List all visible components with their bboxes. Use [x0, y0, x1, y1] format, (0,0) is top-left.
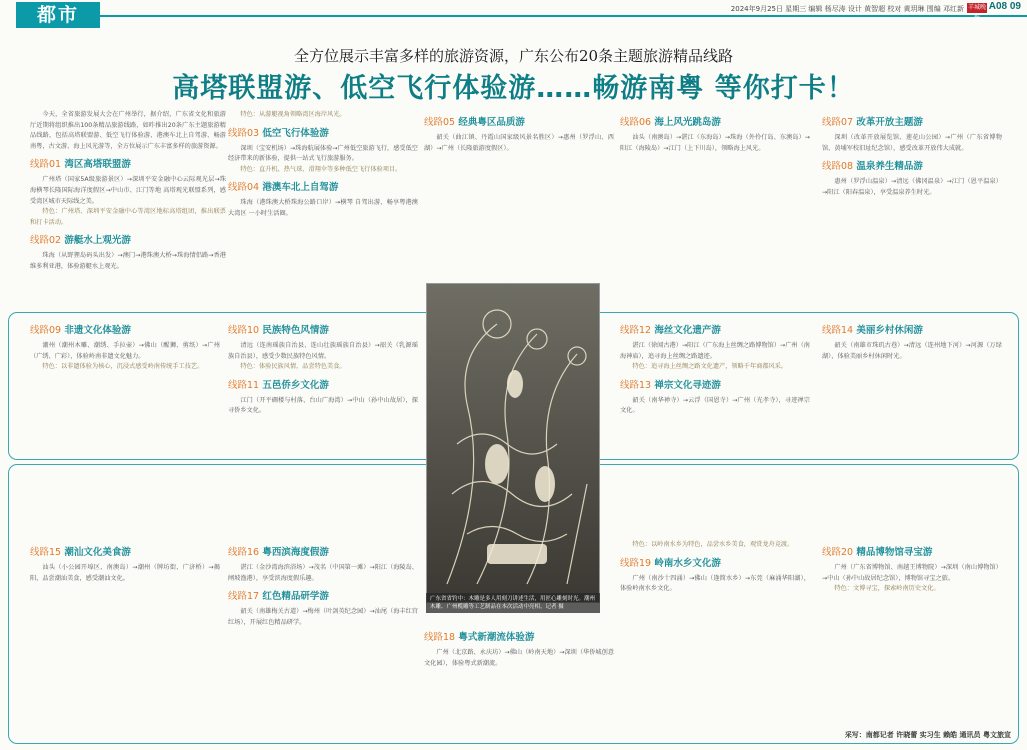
route-name: 海丝文化遗产游: [654, 325, 721, 336]
route-name: 岭南水乡文化游: [654, 557, 721, 569]
route-number: 线路15: [30, 547, 62, 558]
route-04-text: 珠海（港珠澳大桥珠海公路口岸）→横琴 自驾出游，畅享粤港澳大湾区 一小时生活圈。: [228, 199, 418, 217]
route-number: 线路07: [822, 117, 854, 128]
route-name: 粤西滨海度假游: [262, 547, 329, 558]
route-name: 潮汕文化美食游: [64, 547, 131, 558]
route-number: 线路12: [620, 325, 652, 336]
route-number: 线路01: [30, 159, 62, 171]
route-16-heading: [228, 546, 418, 559]
route-12-heading: [620, 324, 810, 337]
route-number: 线路05: [424, 117, 456, 128]
route-name: 民族特色风情游: [262, 325, 329, 336]
route-10-text: 清远（连南瑶族自治县、连山壮族瑶族自治县）→韶关（乳源瑶族自治县），感受少数民族特色风情。: [228, 342, 418, 360]
route-name: 低空飞行体验游: [262, 127, 329, 139]
route-09-note: 特色：以非遗体验为核心，沉浸式感受岭南传统手工技艺。: [42, 363, 204, 371]
route-17-text: 韶关（南雄梅关古道）→梅州（叶剑英纪念园）→汕尾（海丰红宫红场），开展红色精品研学。: [228, 608, 418, 626]
column-4-top: [620, 110, 810, 310]
route-name: 禅宗文化寻迹游: [654, 379, 721, 391]
column-4-middle: [620, 318, 810, 456]
page-number: A08 09: [988, 1, 1021, 12]
route-02-heading: [30, 234, 226, 247]
route-06-heading: [620, 116, 810, 129]
route-09-heading: [30, 324, 220, 337]
route-15-text: 汕头（小公园开埠区、南澳岛）→潮州（牌坊街、广济桥）→揭阳，品尝潮汕美食，感受潮汕文化。: [30, 564, 220, 582]
route-20-note: 特色：文博寻宝，探索岭南历史文化。: [834, 585, 940, 593]
photo-caption: 广东省省钓中：木雕是多人用刻刀讲述生活，用匠心雕刻时光。潮州木雕、广州榄雕等工艺制品在本次活动中亮相。记者 摄: [426, 593, 600, 613]
route-18-heading: [424, 631, 614, 644]
route-04-heading: [228, 181, 418, 194]
route-number: 线路03: [228, 127, 260, 139]
route-name: 五邑侨乡文化游: [262, 379, 329, 391]
route-05-heading: [424, 116, 614, 129]
route-number: 线路02: [30, 235, 62, 247]
route-name: 非遗文化体验游: [64, 325, 131, 336]
page-header: [0, 0, 1027, 30]
column-5-top: [822, 110, 1002, 310]
column-2-bottom: [228, 540, 418, 740]
intro-paragraph: 今天，全省旅游发展大会在广州举行，据介绍，广东省文化和旅游厅近期将组织推出100条精品旅游线路，如昨推出20条广东主题旅游精品线路，包括高塔联盟游、低空飞行体验游、港澳车北上自驾游、畅游南粤，古文游、海上风光游等，全方位展示广东丰富多样的旅游资源。: [30, 111, 226, 150]
main-title: 高塔联盟游、低空飞行体验游……畅游南粤 等你打卡！: [172, 73, 855, 104]
route-number: 线路17: [228, 591, 260, 603]
route-10-heading: [228, 324, 418, 337]
route-15-heading: [30, 546, 220, 559]
route-20-text: 广州（广东省博物馆、南越王博物院）→深圳（南山博物馆）→中山（孙中山故居纪念馆），博物馆寻宝之旅。: [822, 564, 1002, 582]
route-01-heading: [30, 158, 226, 171]
route-number: 线路13: [620, 379, 652, 391]
route-name: 游艇水上观光游: [64, 235, 131, 247]
header-rule: [100, 15, 1027, 17]
column-3-bottom: [424, 625, 614, 740]
route-05-text: 韶关（曲江镇、丹霞山国家级风景名胜区）→惠州（罗浮山、西湖）→广州（长隆旅游度假区）。: [424, 134, 614, 152]
route-number: 线路08: [822, 161, 854, 173]
route-name: 美丽乡村休闲游: [856, 325, 923, 336]
route-number: 线路16: [228, 547, 260, 558]
route-number: 线路19: [620, 557, 652, 569]
carving-photo: [426, 283, 600, 603]
route-11-text: 江门（开平碉楼与村落、台山广海湾）→中山（孙中山故居），探寻侨乡文化。: [228, 396, 418, 415]
route-11-heading: [228, 379, 418, 392]
route-06-text: 汕头（南澳岛）→湛江（东海岛）→珠海（外伶仃岛、东澳岛）→阳江（海陵岛）→江门（上下川岛），领略海上风光。: [620, 134, 810, 152]
route-name: 粤式新潮流体验游: [458, 632, 535, 643]
route-19-heading: [620, 557, 810, 570]
route-03-text: 深圳（宝安机场）→珠海航展体验→广州低空旅游飞行，感受低空经济带来的新体验，提供一站式飞行旅游服务。: [228, 144, 418, 163]
column-1-middle: [30, 318, 220, 456]
route-number: 线路06: [620, 117, 652, 128]
column-5-bottom: [822, 540, 1002, 720]
column-4-bottom: [620, 540, 810, 740]
route-02-text: 珠海（从野狸岛码头出发）→澳门→港珠澳大桥→珠海情侣路→香港维多利亚港，体验游艇水上观光。: [30, 252, 226, 270]
column-2-top: [228, 110, 418, 310]
route-name: 海上风光跳岛游: [654, 117, 721, 128]
route-number: 线路18: [424, 632, 456, 643]
route-name: 港澳车北上自驾游: [262, 182, 339, 194]
route-13-heading: [620, 379, 810, 392]
route-19-text: 广州（南沙十四涌）→佛山（逢简水乡）→东莞（麻涌华阳湖），体验岭南水乡文化。: [620, 574, 810, 593]
column-1-bottom: [30, 540, 220, 740]
route-number: 线路20: [822, 547, 854, 558]
route-10-note: 特色：体验民族风情，品尝特色美食。: [240, 363, 346, 371]
route-name: 湾区高塔联盟游: [64, 159, 131, 171]
route-name: 经典粤区品质游: [458, 117, 525, 128]
route-09-text: 潮州（潮州木雕、潮绣、手拉壶）→佛山（醒狮、剪纸）→广州（广绣、广彩），体验岭南非遗文化魅力。: [30, 342, 220, 360]
route-name: 红色精品研学游: [262, 591, 329, 603]
route-18-text: 广州（北京路、永庆坊）→佛山（岭南天地）→深圳（华侨城创意文化园），体验粤式新潮流。: [424, 649, 614, 667]
route-07-heading: [822, 116, 1002, 129]
route-14-text: 韶关（南雄市珠玑古巷）→清远（连州地下河）→河源（万绿湖），体验美丽乡村休闲时光。: [822, 342, 1002, 360]
route-number: 线路11: [228, 379, 260, 391]
column-2-middle: [228, 318, 418, 456]
column-1-top: [30, 110, 226, 310]
carving-illustration: [427, 284, 600, 603]
header-info: 2024年9月25日 星期三 编辑 杨尽涛 设计 黄智超 校对 黄玥琳 围编 邓红新: [728, 4, 967, 14]
route-16-text: 湛江（金沙湾海滨浴场）→茂名（中国第一滩）→阳江（海陵岛、闸坡渔港），享受滨海度假乐趣。: [228, 564, 418, 582]
route-03-heading: [228, 127, 418, 140]
route-number: 线路04: [228, 182, 260, 194]
route-number: 线路09: [30, 325, 62, 336]
route-number: 线路10: [228, 325, 260, 336]
route-name: 温泉养生精品游: [856, 161, 923, 173]
section-tab: 都市: [16, 2, 100, 28]
byline: 采写：南都记者 许晓蕾 实习生 赖皓 通讯员 粤文旅宣: [844, 731, 1011, 739]
route-name: 精品博物馆寻宝游: [856, 547, 933, 558]
route-07-text: 深圳（改革开放展览馆、莲花山公园）→广州（广东省博物馆、黄埔军校旧址纪念馆），感受改革开放伟大成就。: [822, 134, 1002, 152]
route-12-text: 湛江（徐闻古港）→阳江（广东海上丝绸之路博物馆）→广州（南海神庙），追寻海上丝绸之路遗迹。: [620, 342, 810, 360]
subtitle: 全方位展示丰富多样的旅游资源，广东公布20条主题旅游精品线路: [293, 47, 734, 65]
route-01-note: 特色：广州塔、深圳平安金融中心等湾区地标高塔组团，推出联票和打卡活动。: [30, 208, 226, 226]
route-01-text: 广州塔（国家5A级旅游景区）→深圳平安金融中心云际观光层→珠海横琴长隆国际海洋度假区→中山市、江门等地 高塔观光联盟系列，感受湾区城市天际线之美。: [30, 176, 226, 205]
route-14-heading: [822, 324, 1002, 337]
route-08-text: 惠州（罗浮山温泉）→清远（佛冈温泉）→江门（恩平温泉）→阳江（阳春温泉），享受温泉养生时光。: [822, 178, 1002, 196]
route-03-note: 特色：直升机、热气球、滑翔伞等多种低空飞行体验项目。: [240, 165, 402, 173]
column-5-middle: [822, 318, 1002, 456]
column-3-top: [424, 110, 614, 280]
route-number: 线路14: [822, 325, 854, 336]
route-08-heading: [822, 160, 1002, 173]
header-badge: 羊城晚报: [967, 4, 986, 21]
route-12-note: 特色：追寻海上丝绸之路文化遗产，领略千年商都风采。: [632, 363, 788, 371]
route-17-heading: [228, 590, 418, 603]
route-19-note: 特色：以岭南水乡为特色，品尝水乡美食，观赏龙舟竞渡。: [632, 541, 794, 548]
route-name: 改革开放主题游: [856, 117, 923, 128]
route-02-note: 特色：从游艇视角领略湾区海岸风光。: [240, 111, 346, 118]
route-20-heading: [822, 546, 1002, 559]
route-13-text: 韶关（南华禅寺）→云浮（国恩寺）→广州（光孝寺），寻迹禅宗文化。: [620, 396, 810, 415]
